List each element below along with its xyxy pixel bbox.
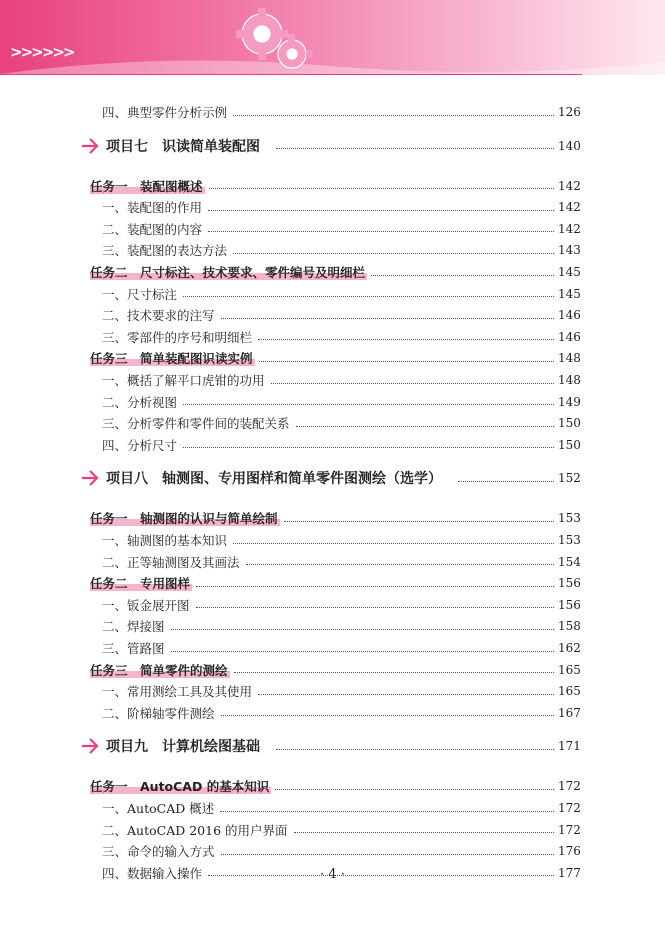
toc-page-number: 148 <box>558 373 581 387</box>
toc-entry-title: 四、数据输入操作 <box>102 865 203 881</box>
toc-entry-title: 二、装配图的内容 <box>102 221 203 237</box>
toc-task-entry <box>90 572 580 594</box>
toc-item <box>100 101 580 123</box>
toc-project-entry <box>80 733 580 759</box>
toc-entry-title: 一、常用测绘工具及其使用 <box>102 684 253 700</box>
toc-entry-title: 任务一 装配图概述 <box>90 178 203 194</box>
toc-entry-title: 任务二 专用图样 <box>90 576 191 592</box>
toc-task-entry <box>90 347 580 369</box>
toc-entry-title: 一、钣金展开图 <box>102 597 190 613</box>
toc-project-entry <box>80 133 580 159</box>
header-wave-decoration <box>0 52 665 82</box>
toc-page-number: 167 <box>558 705 581 720</box>
page-number: · 4 · <box>320 867 345 882</box>
dot-leader <box>258 339 554 340</box>
toc-entry-title: 任务三 简单装配图识读实例 <box>90 351 253 367</box>
toc-page-number: 154 <box>558 554 581 569</box>
toc-entry-title: 四、分析尺寸 <box>102 437 178 453</box>
toc-page-number: 148 <box>558 351 581 366</box>
dot-leader <box>233 253 554 254</box>
dot-leader <box>221 715 554 716</box>
toc-page-number: 156 <box>558 597 581 612</box>
dot-leader <box>208 210 554 211</box>
dot-leader <box>208 231 554 232</box>
toc-item <box>100 196 580 218</box>
toc-entry-title: 一、轴测图的基本知识 <box>102 533 228 548</box>
dot-leader <box>233 543 554 544</box>
toc-page-number: 142 <box>558 200 581 215</box>
toc-entry-title: 任务三 简单零件的测绘 <box>90 662 228 678</box>
toc-entry-title: 二、AutoCAD 2016 的用户界面 <box>102 822 288 838</box>
toc-page-number: 171 <box>558 739 581 754</box>
toc-page-number: 165 <box>558 662 581 677</box>
dot-leader <box>221 318 554 319</box>
toc-page-number: 162 <box>558 641 581 655</box>
toc-entry-title: 四、典型零件分析示例 <box>102 105 228 120</box>
toc-entry-title: 三、装配图的表达方法 <box>102 243 228 259</box>
toc-page-number: 140 <box>558 138 581 153</box>
dot-leader <box>271 383 554 384</box>
toc-item <box>100 239 580 261</box>
dot-leader <box>234 672 554 673</box>
toc-item <box>100 840 580 862</box>
toc-item <box>100 369 580 391</box>
toc-task-entry <box>90 175 580 197</box>
toc-page-number: 172 <box>558 822 581 837</box>
arrow-right-icon <box>80 469 100 487</box>
toc-page-number: 172 <box>558 801 581 815</box>
toc-item <box>100 529 580 551</box>
toc-entry-title: 二、焊接图 <box>102 619 165 635</box>
dot-leader <box>183 404 554 405</box>
toc-entry-title: 一、概括了解平口虎钳的功用 <box>102 373 265 388</box>
header-rule <box>0 74 582 75</box>
dot-leader <box>171 651 554 652</box>
dot-leader <box>183 296 554 297</box>
toc-entry-title: 一、AutoCAD 概述 <box>102 801 215 816</box>
dot-leader <box>259 361 554 362</box>
dot-leader <box>183 447 554 448</box>
toc-page-number: 149 <box>558 394 581 409</box>
toc-entry-title: 项目七 识读简单装配图 <box>106 138 260 155</box>
dot-leader <box>220 811 554 812</box>
toc-item <box>100 594 580 616</box>
toc-entry-title: 一、尺寸标注 <box>102 286 178 302</box>
toc-entry-title: 三、管路图 <box>102 641 165 656</box>
toc-page-number: 176 <box>558 844 581 859</box>
toc-entry-title: 一、装配图的作用 <box>102 200 203 216</box>
dot-leader <box>171 629 554 630</box>
toc-page-number: 150 <box>558 437 581 452</box>
dot-leader <box>284 521 554 522</box>
toc-page-number: 152 <box>558 471 581 486</box>
toc-entry-title: 二、分析视图 <box>102 394 178 410</box>
toc-page-number: 146 <box>558 329 581 344</box>
toc-entry-title: 三、分析零件和零件间的装配关系 <box>102 416 290 432</box>
toc-item <box>100 637 580 659</box>
toc-item <box>100 551 580 573</box>
dot-leader <box>209 188 554 189</box>
toc-entry-title: 项目九 计算机绘图基础 <box>106 739 260 756</box>
dot-leader <box>276 749 554 750</box>
dot-leader <box>221 854 554 855</box>
toc-item <box>100 680 580 702</box>
toc-page-number: 143 <box>558 243 581 258</box>
toc-page-number: 153 <box>558 533 581 547</box>
toc-task-entry <box>90 261 580 283</box>
toc-entry-title: 任务一 AutoCAD 的基本知识 <box>90 779 270 795</box>
dot-leader <box>196 607 554 608</box>
toc-item <box>100 819 580 841</box>
toc-entry-title: 二、正等轴测图及其画法 <box>102 554 240 570</box>
toc-entry-title: 任务二 尺寸标注、技术要求、零件编号及明细栏 <box>90 265 366 280</box>
dot-leader <box>196 586 554 587</box>
dot-leader <box>458 481 554 482</box>
toc-item <box>100 283 580 305</box>
toc-task-entry <box>90 507 580 529</box>
toc-item <box>100 434 580 456</box>
toc-project-entry <box>80 465 580 491</box>
toc-item <box>100 218 580 240</box>
toc-task-entry <box>90 775 580 797</box>
toc-page-number: 142 <box>558 178 581 193</box>
toc-page-number: 165 <box>558 684 581 699</box>
arrow-right-icon <box>80 737 100 755</box>
toc-page-number: 153 <box>558 511 581 526</box>
toc-page-number: 150 <box>558 416 581 431</box>
toc-page-number: 172 <box>558 779 581 794</box>
chevron-decoration: >>>>>> <box>10 43 74 61</box>
toc-entry-title: 任务一 轴测图的认识与简单绘制 <box>90 511 278 527</box>
toc-page-number: 146 <box>558 308 581 323</box>
dot-leader <box>275 789 554 790</box>
dot-leader <box>371 275 554 276</box>
toc-item <box>100 391 580 413</box>
toc-page-number: 126 <box>558 105 581 119</box>
dot-leader <box>276 148 554 149</box>
toc-item <box>100 412 580 434</box>
toc-page-number: 145 <box>558 286 581 301</box>
gear-icon <box>222 4 332 74</box>
dot-leader <box>233 115 554 116</box>
toc-item <box>100 615 580 637</box>
toc-item <box>100 326 580 348</box>
toc-entry-title: 项目八 轴测图、专用图样和简单零件图测绘（选学） <box>106 471 442 488</box>
toc-entry-title: 三、命令的输入方式 <box>102 844 215 860</box>
dot-leader <box>246 564 554 565</box>
arrow-right-icon <box>80 137 100 155</box>
toc-task-entry <box>90 659 580 681</box>
dot-leader <box>258 694 554 695</box>
toc-entry-title: 二、技术要求的注写 <box>102 308 215 324</box>
toc-item <box>100 304 580 326</box>
toc-item <box>100 797 580 819</box>
toc-entry-title: 二、阶梯轴零件测绘 <box>102 705 215 721</box>
toc-page-number: 158 <box>558 619 581 634</box>
toc-page-number: 145 <box>558 265 581 279</box>
toc-page-number: 177 <box>558 865 581 880</box>
toc-item <box>100 702 580 724</box>
dot-leader <box>294 832 555 833</box>
toc-page-number: 142 <box>558 221 581 236</box>
toc-entry-title: 三、零部件的序号和明细栏 <box>102 329 253 345</box>
toc-page-number: 156 <box>558 576 581 591</box>
dot-leader <box>296 426 554 427</box>
